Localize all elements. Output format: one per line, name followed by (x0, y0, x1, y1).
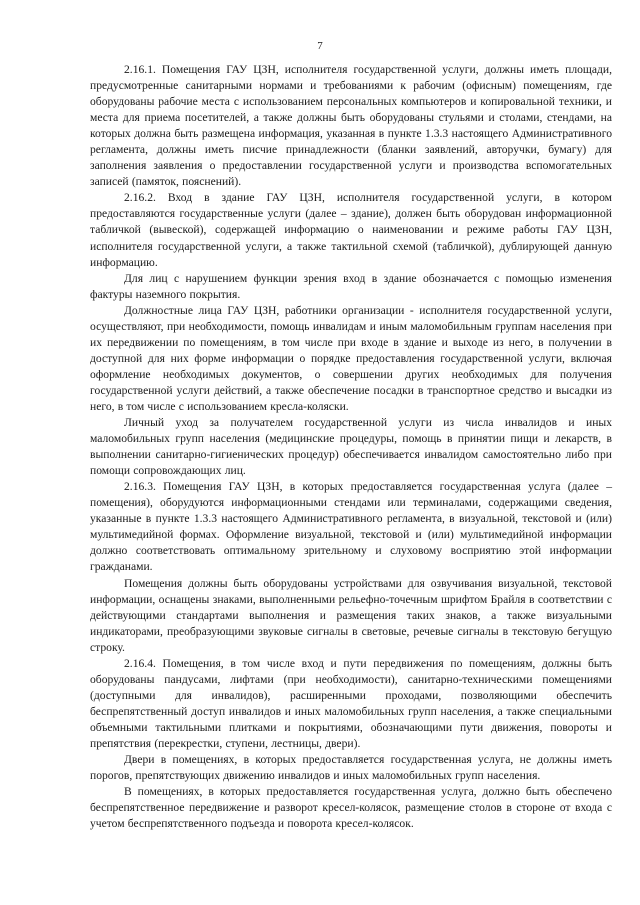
paragraph-2-16-1: 2.16.1. Помещения ГАУ ЦЗН, исполнителя государственной услуги, должны иметь площади, предусмотренные санитарными нормами и требованиями к рабочим (офисным) помещениям, где оборудованы рабочие места с использованием персональных компьютеров и копировальной техники, и места для приема посетителей, а также должны быть оборудованы стульями и столами, стендами, на которых должна быть размещена информация, указанная в пункте 1.3.3 настоящего Административного регламента, должны иметь писчие принадлежности (бланки заявлений, авторучки, бумагу) для заполнения заявления о предоставлении государственной услуги и производства вспомогательных записей (памяток, пояснений). (90, 63, 612, 189)
paragraph-personal-care: Личный уход за получателем государственной услуги из числа инвалидов и иных маломобильных групп населения (медицинские процедуры, помощь в принятии пищи и лекарств, в выполнении санитарно-гигиенических процедур) обеспечивается инвалидом самостоятельно либо при помощи сопровождающих лиц. (90, 416, 612, 478)
paragraph-officials-assistance: Должностные лица ГАУ ЦЗН, работники организации - исполнителя государственной услуги, осуществляют, при необходимости, помощь инвалидам и иным маломобильным группам населения при их передвижении по помещениям, в том числе при входе в здание и выходе из него, в получении в доступной для них форме информации о порядке предоставления государственной услуги, включая оформление необходимых документов, о совершении других необходимых для получения государственной услуги действий, а также обеспечение посадки в транспортное средство и высадки из него, в том числе с использованием кресла-коляски. (90, 303, 612, 413)
page-number: 7 (317, 40, 323, 52)
document-body (90, 62, 612, 832)
paragraph-2-16-2: 2.16.2. Вход в здание ГАУ ЦЗН, исполнителя государственной услуги, в котором предоставляются государственные услуги (далее – здание), должен быть оборудован информационной табличкой (вывеской), содержащей информацию о наименовании и режиме работы ГАУ ЦЗН, исполнителя государственной услуги, а также тактильной схемой (табличкой), дублирующей данную информацию. (90, 191, 612, 269)
paragraph-equipment: Помещения должны быть оборудованы устройствами для озвучивания визуальной, текстовой информации, оснащены знаками, выполненными рельефно-точечным шрифтом Брайля в соответствии с действующими стандартами выполнения и размещения таких знаков, а также визуальными индикаторами, преобразующими звуковые сигналы в световые, речевые сигналы в текстовую бегущую строку. (90, 576, 612, 654)
paragraph-wheelchairs: В помещениях, в которых предоставляется государственная услуга, должно быть обеспечено беспрепятственное передвижение и разворот кресел-колясок, размещение столов в стороне от входа с учетом беспрепятственного подъезда и поворота кресел-колясок. (90, 785, 612, 831)
paragraph-2-16-3: 2.16.3. Помещения ГАУ ЦЗН, в которых предоставляется государственная услуга (далее – помещения), оборудуются информационными стендами или терминалами, содержащими сведения, указанные в пункте 1.3.3 настоящего Административного регламента, в визуальной, текстовой и (или) мультимедийной формах. Оформление визуальной, текстовой и (или) мультимедийной информации должно соответствовать оптимальному зрительному и слуховому восприятию этой информации гражданами. (90, 480, 612, 574)
paragraph-2-16-4: 2.16.4. Помещения, в том числе вход и пути передвижения по помещениям, должны быть оборудованы пандусами, лифтами (при необходимости), санитарно-техническими помещениями (доступными для инвалидов), расширенными проходами, позволяющими обеспечить беспрепятственный доступ инвалидов и иных маломобильных групп населения, а также специальными объемными тактильными плитками и покрытиями, обозначающими пути движения, повороты и препятствия (перекрестки, ступени, лестницы, двери). (90, 656, 612, 750)
paragraph-doors: Двери в помещениях, в которых предоставляется государственная услуга, не должны иметь порогов, препятствующих движению инвалидов и иных маломобильных групп населения. (90, 753, 612, 783)
paragraph-vision-impaired: Для лиц с нарушением функции зрения вход в здание обозначается с помощью изменения фактуры наземного покрытия. (90, 271, 612, 301)
